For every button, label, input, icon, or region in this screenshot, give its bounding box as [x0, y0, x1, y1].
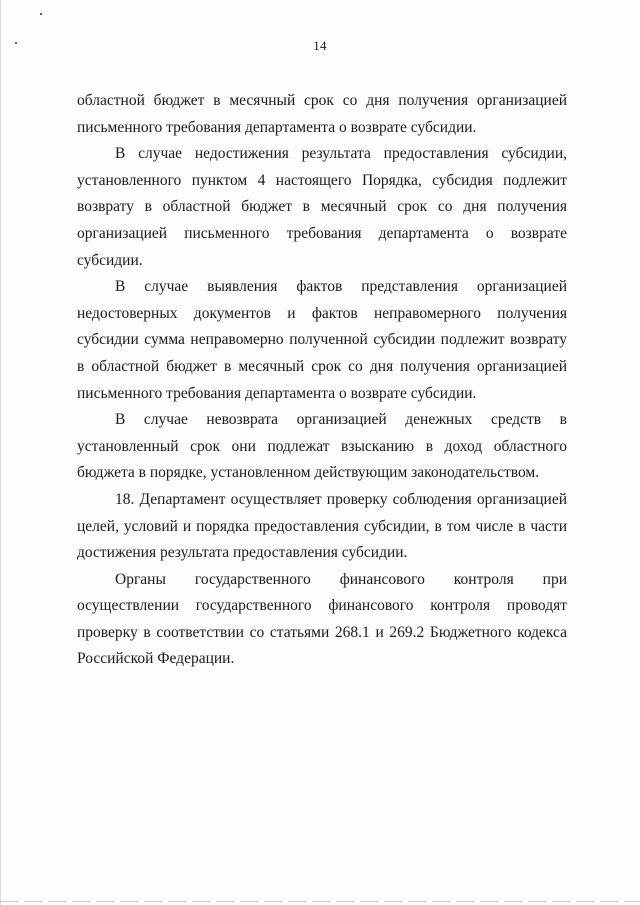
document-body	[77, 88, 567, 673]
scan-speck	[40, 13, 42, 15]
paragraph: областной бюджет в месячный срок со дня получения организацией письменного требования департамента о возврате субсидии.	[77, 92, 567, 136]
page-number: 14	[313, 38, 327, 53]
paragraph: В случае невозврата организацией денежных средств в установленный срок они подлежат взысканию в доход областного бюджета в порядке, установленном действующим законодательством.	[77, 411, 567, 482]
scan-left-edge	[0, 0, 1, 905]
paragraph: В случае недостижения результата предоставления субсидии, установленного пунктом 4 настоящего Порядка, субсидия подлежит возврату в областной бюджет в месячный срок со дня получения организацией письменного требования департамента о возврате субсидии.	[77, 145, 567, 269]
paragraph: Органы государственного финансового контроля при осуществлении государственного финансового контроля проводят проверку в соответствии со статьями 268.1 и 269.2 Бюджетного кодекса Российской Федерации.	[77, 570, 567, 668]
paragraph: В случае выявления фактов представления организацией недостоверных документов и фактов неправомерного получения субсидии сумма неправомерно полученной субсидии подлежит возврату в областной бюджет в месячный срок со дня получения организацией письменного требования департамента о возврате субсидии.	[77, 278, 567, 402]
scan-bottom-edge	[0, 901, 640, 902]
paragraph: 18. Департамент осуществляет проверку соблюдения организацией целей, условий и порядка предоставления субсидии, в том числе в части достижения результата предоставления субсидии.	[77, 490, 567, 562]
